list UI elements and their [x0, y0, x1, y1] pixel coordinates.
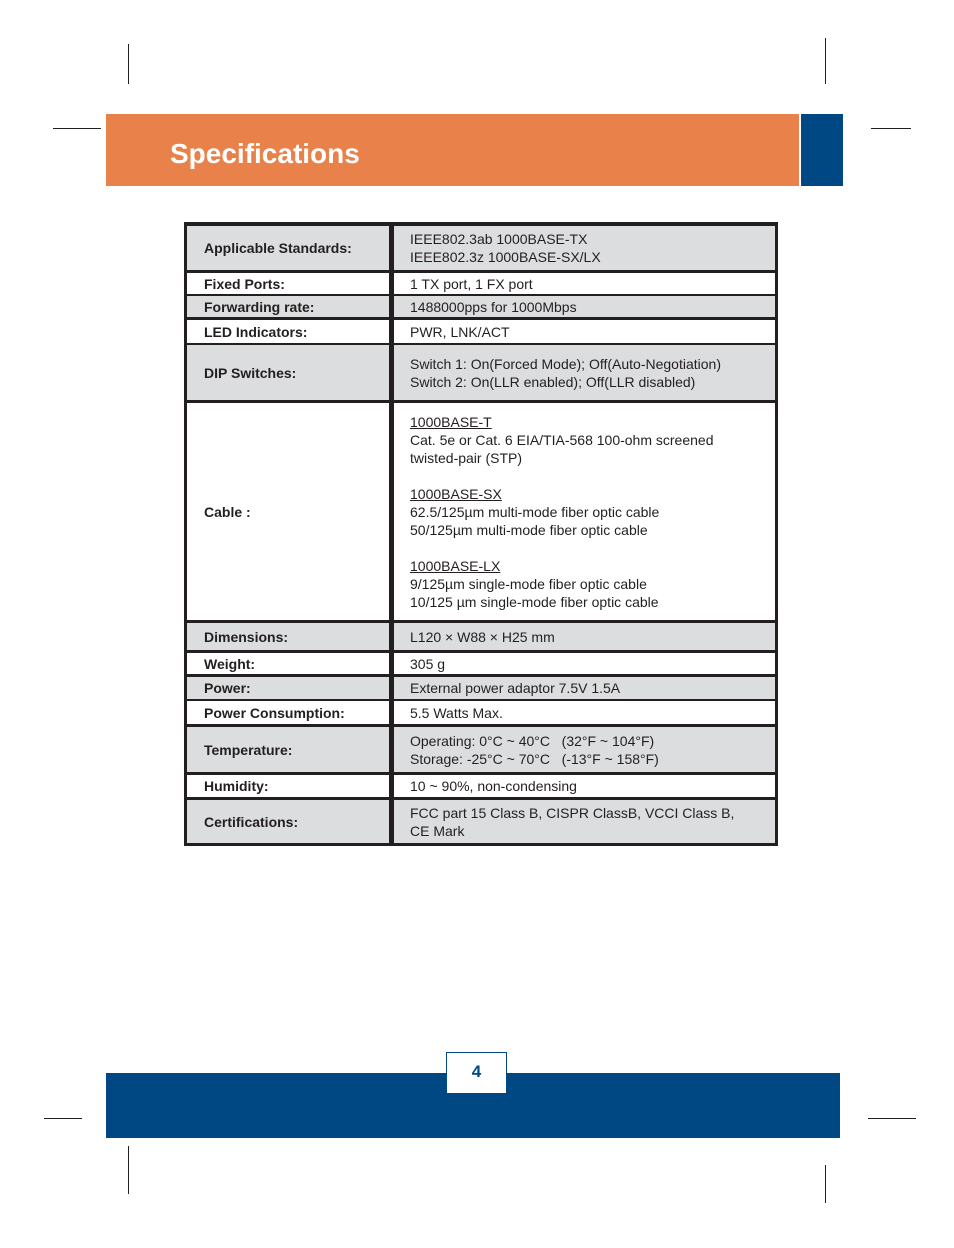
- crop-mark: [825, 38, 826, 84]
- page-number-box: [446, 1052, 507, 1094]
- spec-label: Applicable Standards:: [187, 226, 389, 270]
- table-row: [187, 345, 775, 400]
- spec-value-line: IEEE802.3ab 1000BASE-TX: [410, 231, 588, 247]
- spec-value: [394, 653, 775, 674]
- header-accent-block: [801, 114, 843, 186]
- spec-label: Forwarding rate:: [187, 296, 389, 317]
- spec-value: [394, 623, 775, 650]
- spec-label: DIP Switches:: [187, 345, 389, 400]
- cable-type-heading: 1000BASE-T: [410, 413, 492, 430]
- spec-value: [394, 320, 775, 343]
- header-band: [106, 114, 799, 186]
- spec-value: [394, 296, 775, 317]
- spec-value: [394, 701, 775, 724]
- spec-label: Certifications:: [187, 800, 389, 843]
- spec-value-line: CE Mark: [410, 822, 465, 839]
- table-row: [187, 677, 775, 699]
- spec-value-line: Switch 1: On(Forced Mode); Off(Auto-Negotiation): [410, 355, 721, 372]
- spec-label: Cable :: [187, 403, 389, 620]
- crop-mark: [825, 1165, 826, 1203]
- spec-value-line: Storage: -25°C ~ 70°C (-13°F ~ 158°F): [410, 750, 659, 767]
- spec-value-line: 1488000pps for 1000Mbps: [410, 298, 577, 315]
- cable-type-heading: 1000BASE-LX: [410, 557, 501, 574]
- spec-value: [394, 677, 775, 699]
- page-number: 4: [471, 1062, 482, 1081]
- spec-label: Weight:: [187, 653, 389, 674]
- spec-value: [394, 800, 775, 843]
- spacer: [410, 539, 775, 557]
- spec-value-line: PWR, LNK/ACT: [410, 323, 510, 340]
- crop-mark: [128, 44, 129, 84]
- spec-value-line: External power adaptor 7.5V 1.5A: [410, 680, 621, 696]
- crop-mark: [871, 128, 911, 129]
- spec-label: Temperature:: [187, 727, 389, 772]
- spec-label: Dimensions:: [187, 623, 389, 650]
- spec-value-line: 50/125µm multi-mode fiber optic cable: [410, 521, 648, 538]
- spec-label: Power Consumption:: [187, 701, 389, 724]
- table-row: [187, 653, 775, 674]
- spec-label: LED Indicators:: [187, 320, 389, 343]
- spec-value-line: 10 ~ 90%, non-condensing: [410, 778, 577, 794]
- table-row: [187, 727, 775, 772]
- spec-value: [394, 775, 775, 797]
- table-row: [187, 296, 775, 317]
- spec-value: [394, 403, 775, 620]
- crop-mark: [868, 1118, 916, 1119]
- spec-label: Fixed Ports:: [187, 273, 389, 294]
- specifications-table: [184, 222, 778, 846]
- spec-value-line: Cat. 5e or Cat. 6 EIA/TIA-568 100-ohm screened: [410, 431, 714, 448]
- spec-value-line: 10/125 µm single-mode fiber optic cable: [410, 593, 659, 610]
- table-row: [187, 623, 775, 650]
- spec-value-line: L120 × W88 × H25 mm: [410, 628, 555, 645]
- crop-mark: [53, 128, 101, 129]
- spacer: [410, 467, 775, 485]
- spec-value-line: twisted-pair (STP): [410, 449, 523, 466]
- table-row: [187, 403, 775, 620]
- spec-label: Power:: [187, 677, 389, 699]
- spec-value: [394, 727, 775, 772]
- spec-value-line: FCC part 15 Class B, CISPR ClassB, VCCI Class B,: [410, 804, 735, 821]
- spec-value: [394, 345, 775, 400]
- spec-value: [394, 226, 775, 270]
- cable-type-heading: 1000BASE-SX: [410, 485, 502, 502]
- spec-label: Humidity:: [187, 775, 389, 797]
- spec-value-line: 9/125µm single-mode fiber optic cable: [410, 575, 647, 592]
- spec-value-line: 1 TX port, 1 FX port: [410, 275, 533, 292]
- table-row: [187, 775, 775, 797]
- spec-value-line: IEEE802.3z 1000BASE-SX/LX: [410, 249, 601, 265]
- spec-value-line: Operating: 0°C ~ 40°C (32°F ~ 104°F): [410, 732, 655, 749]
- page-title: Specifications: [170, 138, 360, 169]
- table-row: [187, 226, 775, 270]
- table-row: [187, 800, 775, 843]
- crop-mark: [128, 1146, 129, 1194]
- spec-value-line: 62.5/125µm multi-mode fiber optic cable: [410, 503, 660, 520]
- table-row: [187, 320, 775, 343]
- table-row: [187, 273, 775, 294]
- spec-value: [394, 273, 775, 294]
- spec-value-line: Switch 2: On(LLR enabled); Off(LLR disabled): [410, 373, 696, 390]
- table-row: [187, 701, 775, 724]
- spec-value-line: 5.5 Watts Max.: [410, 704, 503, 721]
- spec-value-line: 305 g: [410, 655, 446, 672]
- crop-mark: [44, 1118, 82, 1119]
